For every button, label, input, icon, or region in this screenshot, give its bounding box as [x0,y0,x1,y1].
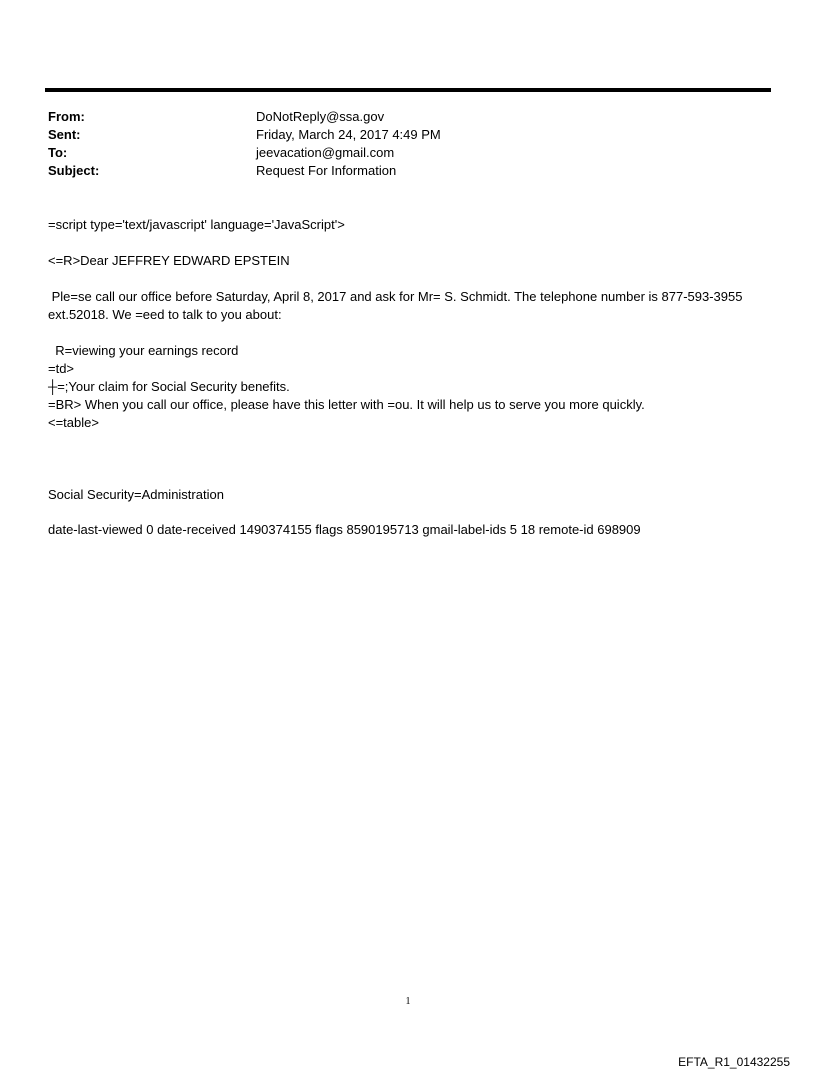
from-label: From: [48,109,85,124]
br-line: =BR> When you call our office, please have this letter with =ou. It will help us to serve you more quickly. [48,397,645,412]
claim-line: ┼=;Your claim for Social Security benefits. [48,379,290,394]
from-value: DoNotReply@ssa.gov [256,109,385,124]
table-line: <=table> [48,415,99,430]
subject-label: Subject: [48,163,100,178]
earnings-item: R=viewing your earnings record [48,343,239,358]
to-value: jeevacation@gmail.com [256,145,395,160]
header-rule [45,88,771,92]
td-line: =td> [48,361,75,376]
signature: Social Security=Administration [48,487,224,502]
page-number: 1 [405,996,411,1007]
metadata-line: date-last-viewed 0 date-received 1490374155 flags 8590195713 gmail-label-ids 5 18 remote-id 698909 [48,522,641,537]
subject-value: Request For Information [256,163,397,178]
sent-label: Sent: [48,127,81,142]
greeting: <=R>Dear JEFFREY EDWARD EPSTEIN [48,253,290,268]
sent-value: Friday, March 24, 2017 4:49 PM [256,127,441,142]
body-paragraph: Ple=se call our office before Saturday, April 8, 2017 and ask for Mr= S. Schmidt. The telephone number is 877-593-3955 ext.52018. We =eed to talk to you about: [48,289,747,322]
to-label: To: [48,145,68,160]
document-id: EFTA_R1_01432255 [678,1055,790,1069]
script-line: =script type='text/javascript' language='JavaScript'> [48,217,345,232]
